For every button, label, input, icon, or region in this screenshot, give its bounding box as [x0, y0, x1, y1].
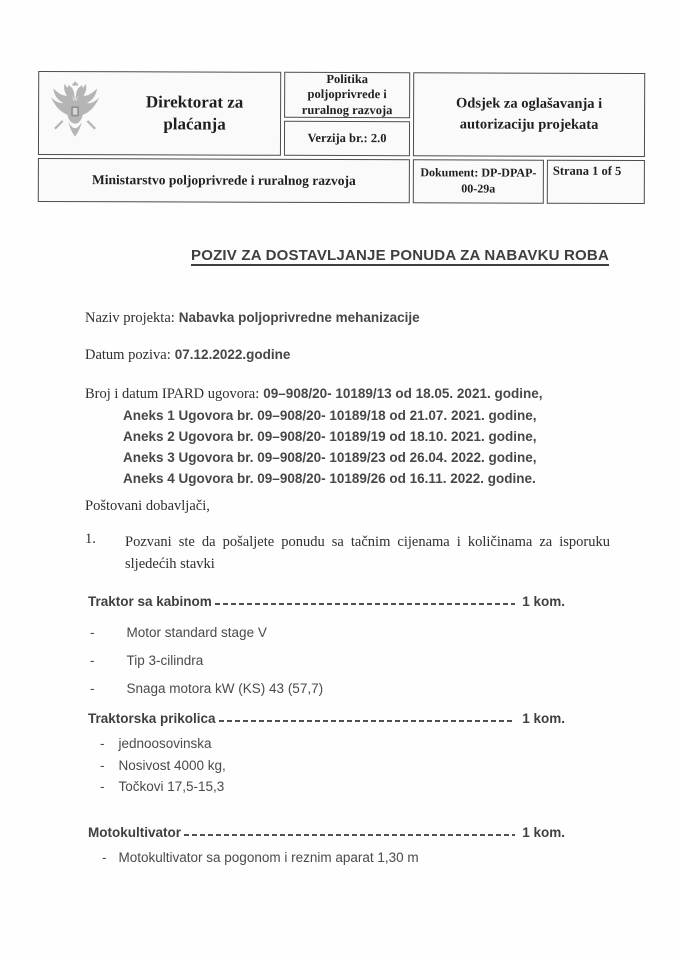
ministry-cell: Ministarstvo poljoprivrede i ruralnog razvoja — [38, 158, 410, 203]
spec-line: - Točkovi 17,5-15,3 — [88, 776, 565, 798]
ipard-contract-line — [85, 383, 542, 405]
spec-line: - Nosivost 4000 kg, — [88, 755, 565, 777]
annex-line: Aneks 1 Ugovora br. 09–908/20- 10189/18 od 21.07. 2021. godine, — [123, 408, 537, 423]
directorate-cell — [38, 71, 281, 156]
items-list — [88, 594, 565, 869]
spec-line: - jednoosovinska — [88, 733, 565, 755]
dash-leader — [184, 834, 515, 836]
item-row-prikolica — [88, 711, 565, 726]
intro-number: 1. — [85, 531, 96, 547]
item-specs — [88, 619, 565, 703]
annex-line: Aneks 4 Ugovora br. 09–908/20- 10189/26 od 16.11. 2022. godine. — [123, 471, 536, 486]
item-specs — [88, 733, 565, 798]
call-date-field — [85, 346, 290, 364]
page-number-cell: Strana 1 of 5 — [547, 160, 645, 204]
item-row-traktor — [88, 594, 565, 609]
document-title-text: POZIV ZA DOSTAVLJANJE PONUDA ZA NABAVKU ROBA — [191, 247, 609, 264]
department-cell: Odsjek za oglašavanja i autorizaciju projekata — [413, 72, 645, 157]
item-name: Motokultivator — [88, 824, 181, 840]
dash-leader — [219, 720, 516, 722]
montenegro-coat-of-arms-icon — [47, 81, 103, 145]
item-quantity: 1 kom. — [522, 711, 565, 726]
document-title — [121, 247, 679, 265]
ipard-contract-label: Broj i datum IPARD ugovora: — [85, 386, 260, 402]
item-quantity: 1 kom. — [522, 594, 565, 609]
item-quantity: 1 kom. — [522, 824, 565, 840]
intro-text: Pozvani ste da pošaljete ponudu sa tačnim cijenama i količinama za isporuku sljedećih stavki — [125, 534, 610, 572]
document-number-cell: Dokument: DP-DPAP-00-29a — [413, 159, 544, 203]
item-name: Traktorska prikolica — [88, 711, 216, 726]
project-name-label: Naziv projekta: — [85, 310, 175, 326]
policy-cell: Politika poljoprivrede i ruralnog razvoja — [284, 72, 410, 118]
ipard-contract-value: 09–908/20- 10189/13 od 18.05. 2021. godine, — [263, 386, 543, 401]
version-cell: Verzija br.: 2.0 — [284, 121, 410, 156]
annex-line: Aneks 3 Ugovora br. 09–908/20- 10189/23 od 26.04. 2022. godine, — [123, 450, 537, 465]
directorate-name: Direktorat za plaćanja — [145, 92, 244, 134]
header-table-row-bottom — [38, 158, 645, 204]
spec-line: - Motokultivator sa pogonom i reznim aparat 1,30 m — [88, 847, 565, 869]
item-row-motokultivator — [88, 825, 565, 840]
policy-version-column — [284, 72, 410, 156]
annex-line: Aneks 2 Ugovora br. 09–908/20- 10189/19 od 18.10. 2021. godine, — [123, 429, 537, 444]
ipard-contract-block — [85, 383, 542, 489]
project-name-value: Nabavka poljoprivredne mehanizacije — [178, 310, 420, 325]
spec-line: - Motor standard stage V — [88, 619, 565, 647]
call-date-value: 07.12.2022.godine — [174, 347, 291, 362]
call-date-label: Datum poziva: — [85, 347, 171, 363]
project-name-field — [85, 309, 420, 327]
intro-paragraph — [85, 531, 610, 575]
salutation: Poštovani dobavljači, — [85, 498, 210, 514]
spec-line: - Snaga motora kW (KS) 43 (57,7) — [88, 675, 565, 703]
spec-line: - Tip 3-cilindra — [88, 647, 565, 675]
dash-leader — [215, 603, 515, 605]
header-table — [38, 71, 645, 204]
header-table-row-top — [38, 71, 645, 157]
item-specs — [88, 847, 565, 869]
item-name: Traktor sa kabinom — [88, 594, 212, 609]
